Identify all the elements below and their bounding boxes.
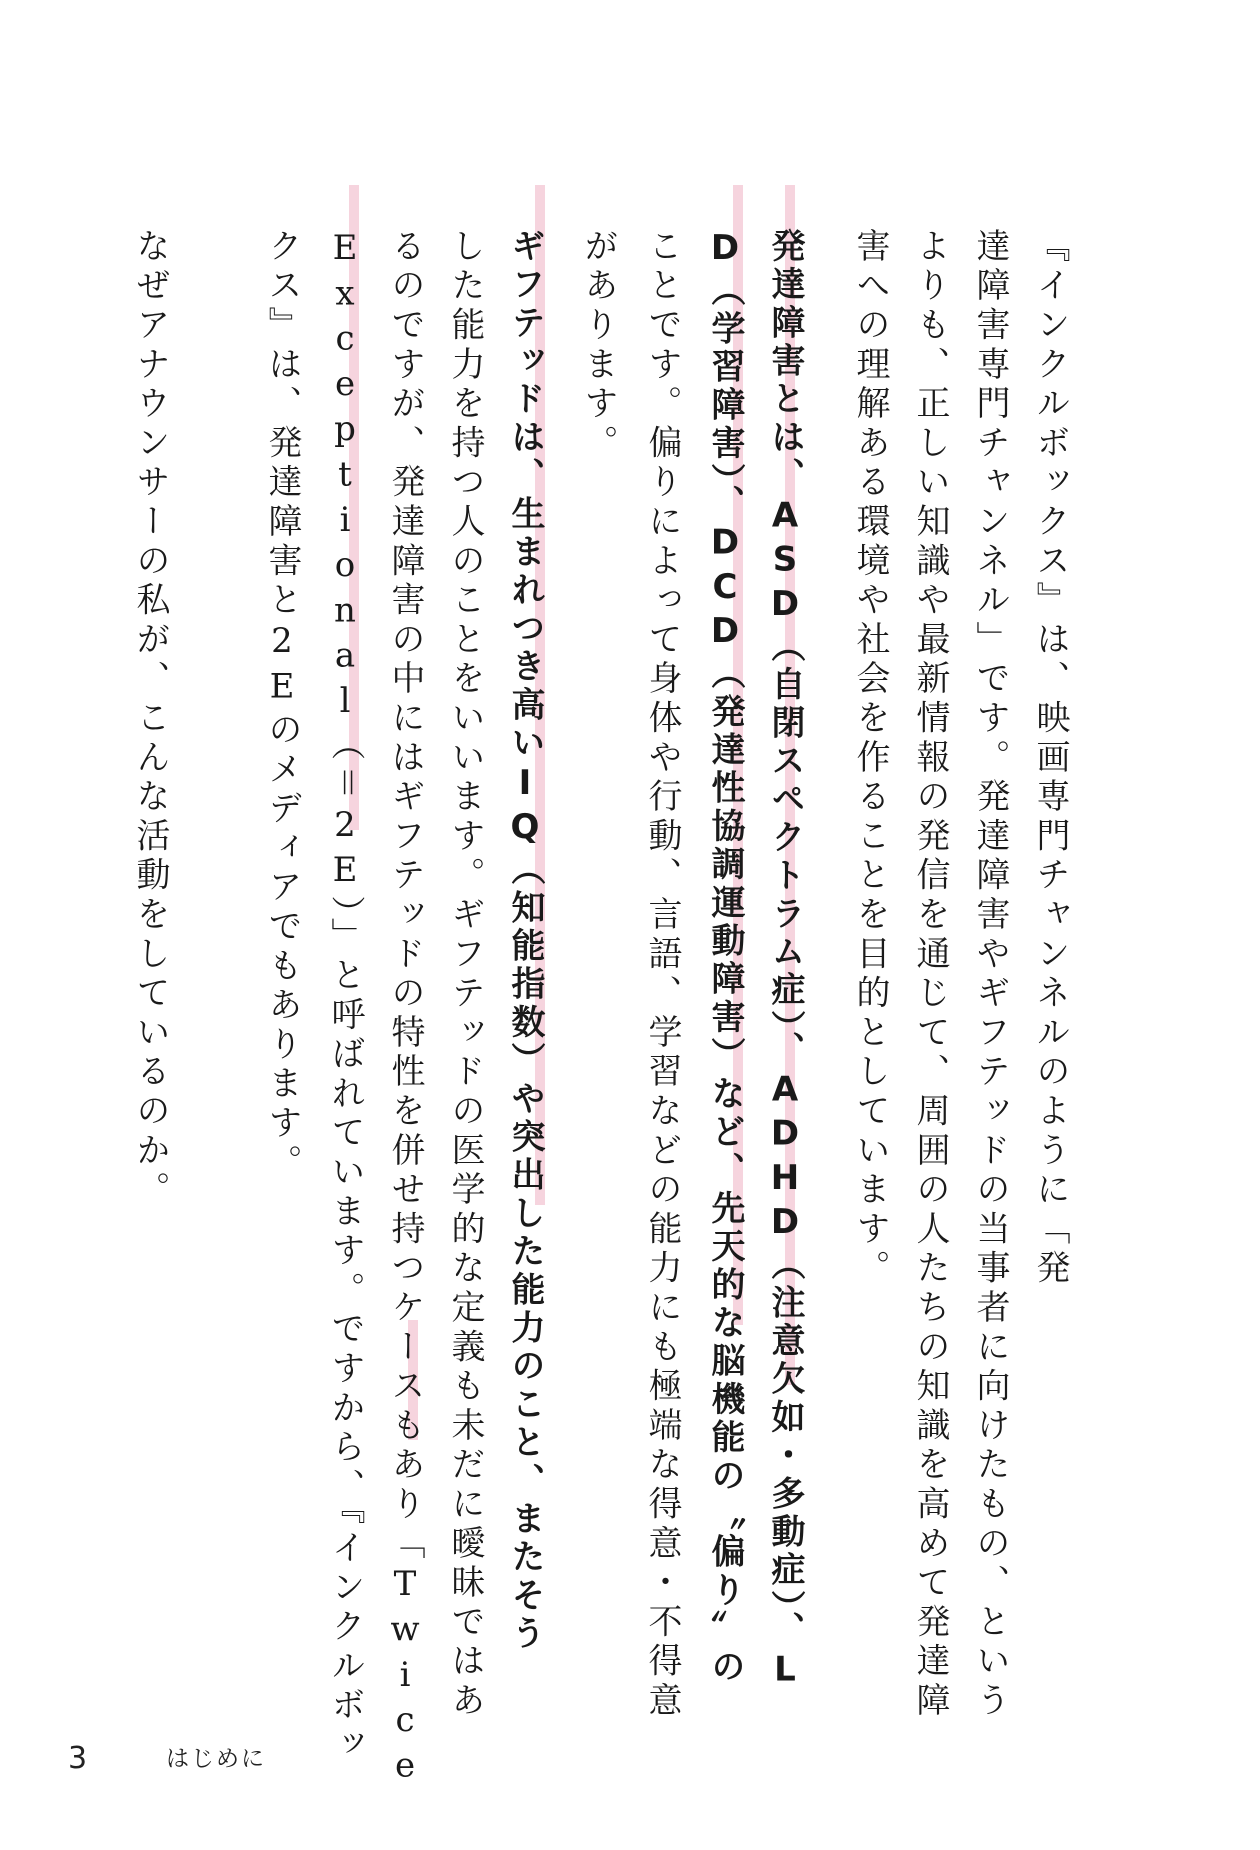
text-column: 害への理解ある環境や社会を作ることを目的としています。	[850, 228, 890, 1290]
text-column: Exceptional（＝2E）」と呼ばれています。ですから、『インクルボッ	[325, 228, 365, 1766]
text-column: した能力を持つ人のことをいいます。ギフテッドの医学的な定義も未だに曖昧ではあ	[445, 228, 485, 1722]
text-column: 『インクルボックス』は、映画専門チャンネルのように「発	[1030, 228, 1070, 1290]
section-title: はじめに	[166, 1746, 266, 1772]
page-number: 3	[68, 1741, 88, 1776]
text-column: 達障害専門チャンネル」です。発達障害やギフテッドの当事者に向けたもの、という	[970, 228, 1010, 1722]
text-column: D（学習障害）、DCD（発達性協調運動障害）など、先天的な脳機能の〝偏り〟の	[705, 228, 745, 1687]
text-column: ことです。偏りによって身体や行動、言語、学習などの能力にも極端な得意・不得意	[642, 228, 682, 1722]
text-column: があります。	[578, 228, 618, 464]
text-column: なぜアナウンサーの私が、こんな活動をしているのか。	[130, 228, 170, 1211]
text-column: よりも、正しい知識や最新情報の発信を通じて、周囲の人たちの知識を高めて発達障	[910, 228, 950, 1722]
text-column: ギフテッドは、生まれつき高いIQ（知能指数）や突出した能力のこと、またそう	[505, 228, 545, 1654]
text-column: るのですが、発達障害の中にはギフテッドの特性を併せ持つケースもあり「Twice	[385, 228, 425, 1791]
text-column: クス』は、発達障害と2Eのメディアでもあります。	[262, 228, 302, 1184]
text-column: 発達障害とは、ASD（自閉スペクトラム症）、ADHD（注意欠如・多動症）、L	[765, 228, 805, 1694]
